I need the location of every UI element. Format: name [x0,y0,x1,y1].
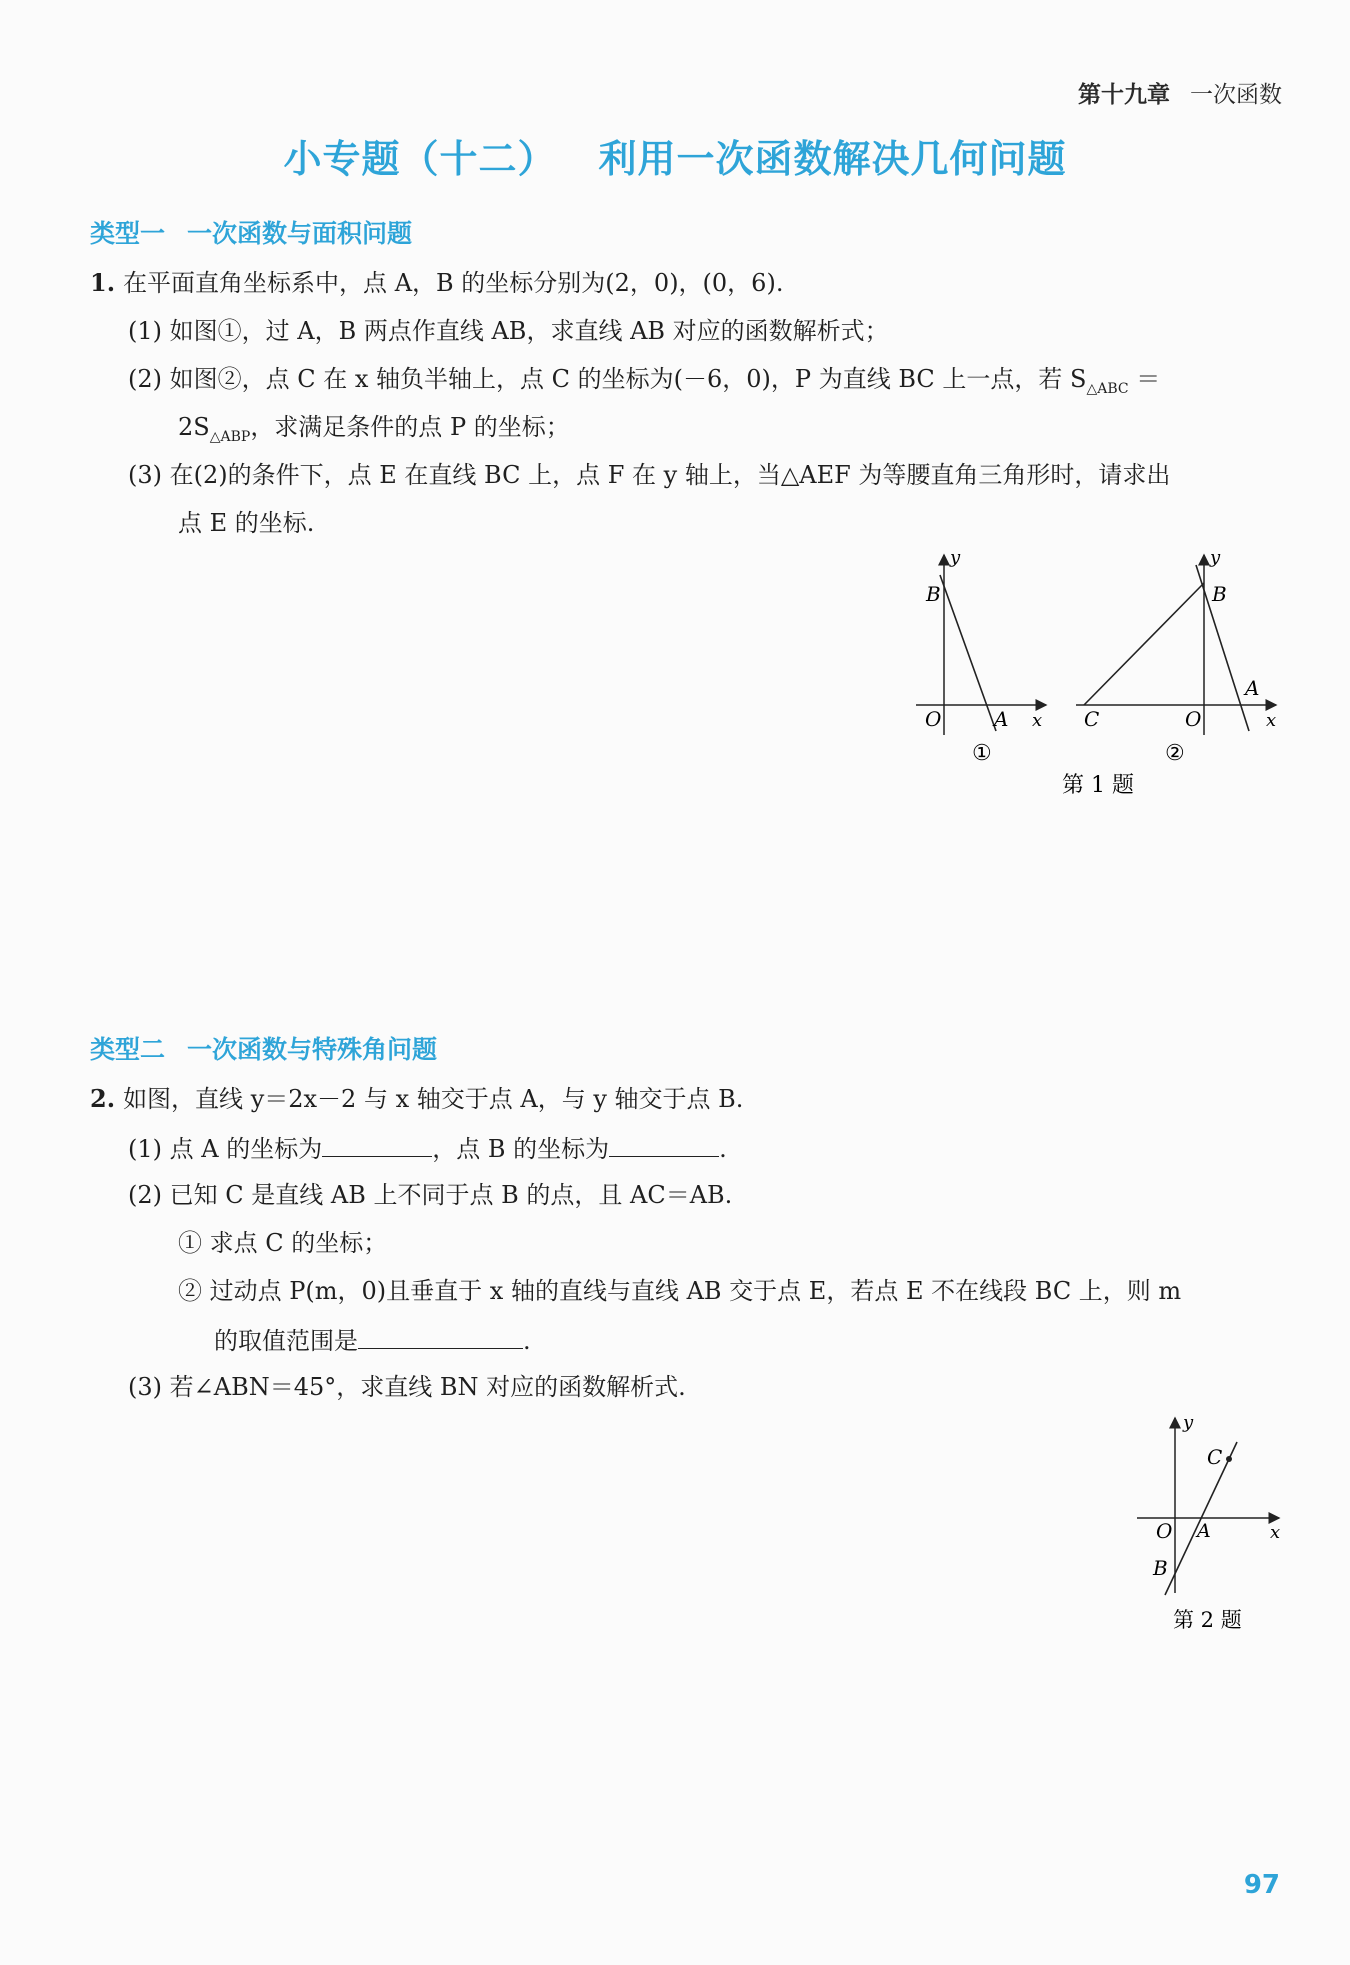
fig3-label-c: C [1207,1445,1223,1469]
fig3-label-o: O [1156,1519,1173,1543]
q2-part1-b: ，点 B 的坐标为 [432,1135,610,1163]
q2-stem [90,1084,743,1114]
fig2-label-o: O [1185,707,1202,731]
fig1-caption: 第 1 题 [1062,773,1134,798]
q2-part2: (2) 已知 C 是直线 AB 上不同于点 B 的点，且 AC＝AB. [128,1181,733,1209]
q2-part3: (3) 若∠ABN＝45°，求直线 BN 对应的函数解析式. [128,1373,686,1401]
page-number: 97 [1243,1870,1280,1900]
fig3-label-a: A [1197,1520,1211,1542]
fig1-label-y: y [950,547,961,568]
fig2-label-a: A [1245,676,1260,700]
q1-stem-text: 在平面直角坐标系中，点 A，B 的坐标分别为(2，0)，(0，6). [123,269,784,297]
answer-blank-m-range[interactable] [358,1324,523,1349]
answer-blank-a[interactable] [322,1132,432,1157]
fig2-label-b: B [1212,582,1227,606]
q1-area-abc-sub: △ABC [1086,380,1129,397]
q1-area-abp-sub: △ABP [209,428,251,445]
fig1-line-ab [940,575,996,731]
section-heading-type2 [90,1030,437,1066]
chapter-number: 第十九章 [1078,82,1170,108]
section-heading-type1 [90,214,412,250]
q2-part2-ii-b: 的取值范围是 [214,1327,358,1355]
section-label: 类型二 [90,1035,166,1064]
section-text: 一次函数与面积问题 [187,219,413,248]
figure-1 [900,545,1300,800]
q1-part2-eq: ＝ [1128,365,1161,393]
fig3-label-y: y [1183,1412,1194,1433]
q1-part2-line1 [128,364,1160,404]
q2-part1-c: . [719,1135,727,1163]
page-title [0,128,1350,183]
fig2-caption: 第 2 题 [1173,1608,1242,1632]
section-label: 类型一 [90,219,166,248]
q2-part1 [128,1132,727,1164]
q1-part3-line2: 点 E 的坐标. [178,509,315,537]
fig3-point-c [1226,1456,1232,1462]
title-label: 小专题（十二） [283,137,557,181]
fig1-label-a: A [994,707,1009,731]
q2-number: 2. [90,1084,116,1113]
fig1-label-x: x [1032,710,1043,731]
q1-part3-line1: (3) 在(2)的条件下，点 E 在直线 BC 上，点 F 在 y 轴上，当△AEF 为等腰直角三角形时，请求出 [128,461,1171,489]
q2-part2-ii-line2 [214,1324,531,1356]
q1-part1: (1) 如图①，过 A，B 两点作直线 AB，求直线 AB 对应的函数解析式； [128,317,889,345]
title-text: 利用一次函数解决几何问题 [598,137,1067,181]
fig1-label-b: B [926,582,941,606]
section-text: 一次函数与特殊角问题 [187,1035,438,1064]
fig2-label-y: y [1210,547,1221,568]
q2-part1-a: (1) 点 A 的坐标为 [128,1135,323,1163]
fig1-label-o: O [925,707,942,731]
q1-part2-text: (2) 如图②，点 C 在 x 轴负半轴上，点 C 的坐标为(－6，0)，P 为直线 BC 上一点，若 S [128,365,1087,393]
fig2-line-bc [1084,583,1204,705]
chapter-topic: 一次函数 [1190,82,1282,108]
q2-stem-text: 如图，直线 y＝2x－2 与 x 轴交于点 A，与 y 轴交于点 B. [123,1085,744,1113]
fig3-label-x: x [1270,1522,1281,1543]
q2-part2-ii-c: . [523,1327,531,1355]
chapter-header [1078,76,1282,109]
q1-stem [90,268,783,298]
fig1-subfig-label-2: ② [1165,741,1185,766]
q1-part2-line2 [178,412,570,452]
fig2-label-c: C [1084,707,1100,731]
figure-2 [1125,1410,1305,1635]
fig2-label-x: x [1266,710,1277,731]
fig3-label-b: B [1153,1556,1168,1580]
q1-part2-tail: ，求满足条件的点 P 的坐标； [250,413,570,441]
fig1-subfig-label-1: ① [972,741,992,766]
answer-blank-b[interactable] [609,1132,719,1157]
q2-part2-i: ① 求点 C 的坐标； [178,1229,388,1257]
q2-part2-ii-line1: ② 过动点 P(m，0)且垂直于 x 轴的直线与直线 AB 交于点 E，若点 E 不在线段 BC 上，则 m [178,1277,1182,1305]
q1-area-pre: 2S [178,413,210,441]
q1-number: 1. [90,268,116,297]
